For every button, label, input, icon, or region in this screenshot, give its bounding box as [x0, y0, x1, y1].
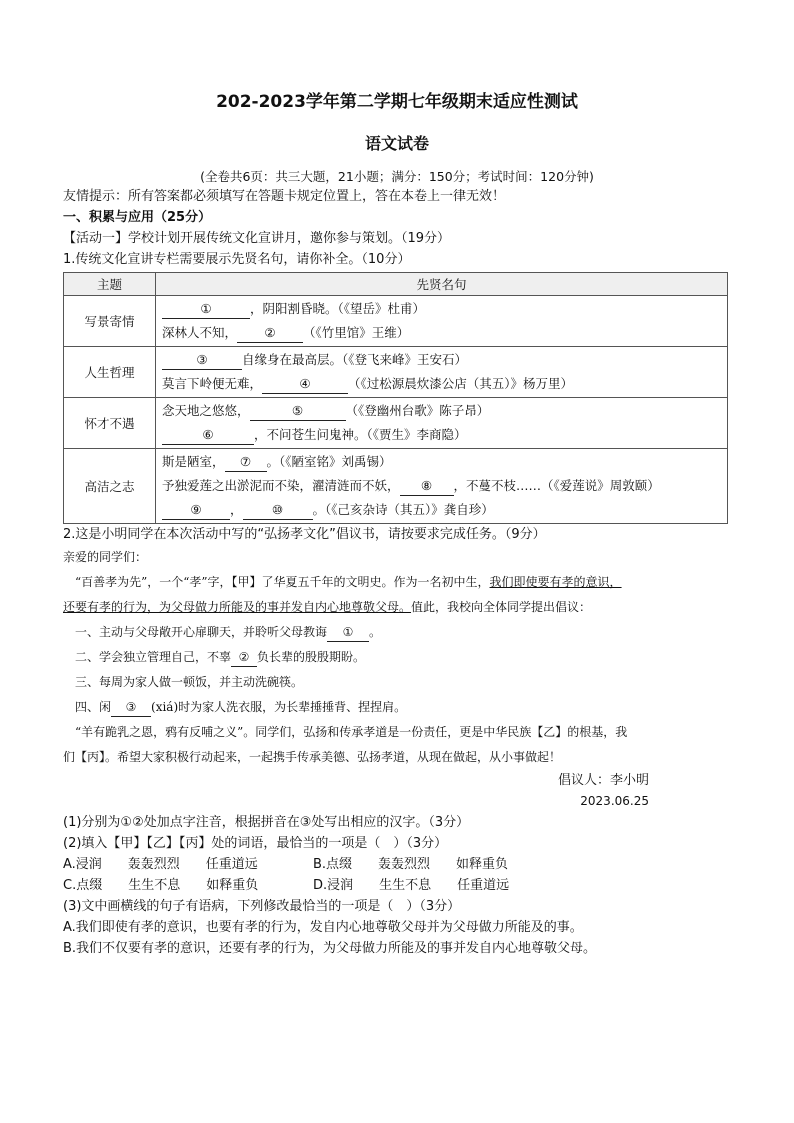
blank-9[interactable]: ⑨	[162, 501, 230, 520]
blank-circle-3[interactable]: ③	[111, 698, 151, 717]
option-a[interactable]: A.浸润 轰轰烈烈 任重道远	[63, 857, 258, 872]
theme-cell: 人生哲理	[64, 347, 156, 398]
paragraph	[63, 570, 731, 595]
text: 值此，我校向全体同学提出倡议：	[411, 600, 592, 614]
text: “百善孝为先”，一个“孝”字，【甲】了华夏五千年的文明史。作为一名初中生，	[75, 575, 490, 589]
date: 2023.06.25	[580, 794, 649, 808]
theme-cell: 写景寄情	[64, 296, 156, 347]
option-b[interactable]: B.点缀 轰轰烈烈 如释重负	[313, 857, 509, 872]
blank-2[interactable]: ②	[237, 324, 303, 343]
option-d[interactable]: D.浸润 生生不息 任重道远	[313, 878, 510, 893]
proposal-item	[63, 645, 731, 670]
exam-subtitle: 语文试卷	[364, 134, 429, 153]
text: 负长辈的殷殷期盼。	[257, 650, 366, 664]
option-c[interactable]: C.点缀 生生不息 如释重负	[63, 878, 259, 893]
signature: 倡议人：李小明	[557, 773, 649, 788]
theme-cell: 怀才不遇	[64, 398, 156, 449]
question-2-prompt: 2.这是小明同学在本次活动中写的“弘扬孝文化”倡议书，请按要求完成任务。（9分）	[63, 527, 546, 542]
text: 二、学会独立管理自己，不辜	[75, 650, 232, 664]
exam-page	[63, 92, 731, 959]
blank-1[interactable]: ①	[162, 300, 250, 319]
blank-10[interactable]: ⑩	[243, 501, 313, 520]
quote-text: 莫言下岭便无难，	[162, 376, 263, 391]
quote-text: ，	[230, 502, 243, 517]
greeting: 亲爱的同学们：	[63, 550, 148, 564]
table-row	[64, 296, 728, 347]
exam-info: (全卷共6页：共三大题，21小题；满分：150分；考试时间：120分钟)	[200, 169, 594, 184]
quotes-cell	[156, 398, 728, 449]
exam-title: 202-2023学年第二学期七年级期末适应性测试	[216, 92, 578, 112]
proposal-item	[63, 695, 731, 720]
proposal-item	[63, 620, 731, 645]
blank-5[interactable]: ⑤	[250, 402, 346, 421]
proposal-item: 三、每周为家人做一顿饭，并主动洗碗筷。	[75, 675, 304, 689]
quote-source: 。（《陋室铭》刘禹锡）	[266, 454, 392, 469]
blank-circle-1[interactable]: ①	[327, 623, 369, 642]
header-quotes: 先贤名句	[156, 273, 728, 296]
quote-source: （《竹里馆》王维）	[303, 325, 410, 340]
blank-7[interactable]: ⑦	[225, 453, 267, 472]
poem-table	[63, 272, 728, 524]
quote-source: 。（《己亥杂诗（其五）》龚自珍）	[312, 502, 494, 517]
quote-source: （《过松源晨炊漆公店（其五）》杨万里）	[348, 376, 574, 391]
subquestion-3: (3)文中画横线的句子有语病，下列修改最恰当的一项是（ ）（3分）	[63, 899, 461, 914]
options-row	[63, 854, 731, 875]
quote-source: ，不蔓不枝……（《爱莲说》周敦颐）	[453, 478, 660, 493]
subquestion-1: (1)分别为①②处加点字注音，根据拼音在③处写出相应的汉字。（3分）	[63, 815, 470, 830]
quotes-cell	[156, 296, 728, 347]
options-row	[63, 875, 731, 896]
quote-text: 深林人不知，	[162, 325, 238, 340]
quote-text: 念天地之悠悠，	[162, 403, 250, 418]
paragraph: 们【丙】。希望大家积极行动起来，一起携手传承美德、弘扬孝道，从现在做起，从小事做起！	[63, 750, 562, 764]
header-theme: 主题	[64, 273, 156, 296]
text: 一、主动与父母敞开心扉聊天，并聆听父母教诲	[75, 625, 328, 639]
answer-a[interactable]: A.我们即使有孝的意识，也要有孝的行为，发自内心地尊敬父母并为父母做力所能及的事。	[63, 920, 583, 935]
quote-text: 斯是陋室，	[162, 454, 225, 469]
quote-text: ，不问苍生问鬼神。（《贾生》李商隐）	[254, 427, 467, 442]
blank-8[interactable]: ⑧	[400, 477, 454, 496]
answer-b[interactable]: B.我们不仅要有孝的意识，还要有孝的行为，为父母做力所能及的事并发自内心地尊敬父母。	[63, 941, 597, 956]
subquestion-2: (2)填入【甲】【乙】【丙】处的词语，最恰当的一项是（ ）（3分）	[63, 836, 448, 851]
table-row	[64, 449, 728, 524]
theme-cell: 高洁之志	[64, 449, 156, 524]
underlined-sentence: 我们即使要有孝的意识，	[489, 575, 622, 589]
friendly-tip: 友情提示：所有答案都必须填写在答题卡规定位置上，答在本卷上一律无效！	[63, 189, 506, 204]
proposal-letter	[63, 545, 731, 770]
question-1-prompt: 1.传统文化宣讲专栏需要展示先贤名句，请你补全。（10分）	[63, 252, 411, 267]
blank-circle-2[interactable]: ②	[231, 648, 257, 667]
text: (xiá)时为家人洗衣服，为长辈捶捶背、捏捏肩。	[151, 700, 407, 714]
section-heading: 一、积累与应用（25分）	[63, 210, 212, 225]
activity-intro: 【活动一】学校计划开展传统文化宣讲月，邀你参与策划。（19分）	[63, 231, 451, 246]
quotes-cell	[156, 449, 728, 524]
quotes-cell	[156, 347, 728, 398]
underlined-sentence: 还要有孝的行为，为父母做力所能及的事并发自内心地尊敬父母。	[63, 600, 412, 614]
table-row	[64, 347, 728, 398]
text: 四、闲	[75, 700, 112, 714]
quote-text: 自缘身在最高层。（《登飞来峰》王安石）	[242, 352, 468, 367]
table-row	[64, 398, 728, 449]
text: 。	[369, 625, 382, 639]
quote-text: 予独爱莲之出淤泥而不染，濯清涟而不妖，	[162, 478, 400, 493]
paragraph: “羊有跪乳之恩，鸦有反哺之义”。同学们，弘扬和传承孝道是一份责任，更是中华民族【乙】的根基，我	[75, 725, 628, 739]
paragraph	[63, 595, 731, 620]
quote-text: ，阴阳割昏晓。（《望岳》杜甫）	[250, 301, 426, 316]
table-header-row	[64, 273, 728, 296]
blank-4[interactable]: ④	[262, 375, 348, 394]
quote-source: （《登幽州台歌》陈子昂）	[345, 403, 490, 418]
blank-6[interactable]: ⑥	[162, 426, 254, 445]
blank-3[interactable]: ③	[162, 351, 242, 370]
